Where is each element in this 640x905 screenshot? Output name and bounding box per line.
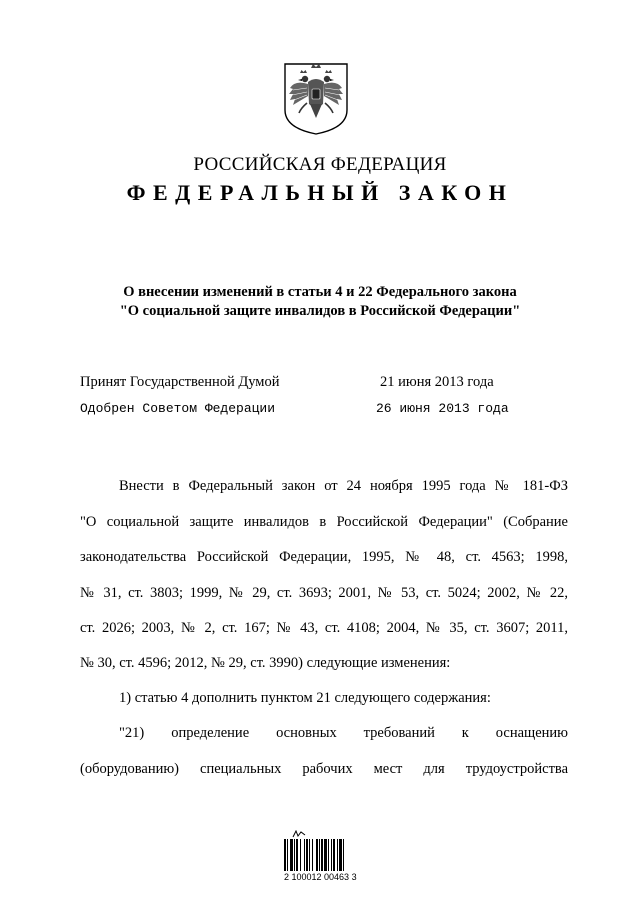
body-line: "О социальной защите инвалидов в Российской Федерации" (Собрание xyxy=(80,514,568,530)
country-name: РОССИЙСКАЯ ФЕДЕРАЦИЯ xyxy=(193,154,447,175)
body-line: 1) статью 4 дополнить пунктом 21 следующего содержания: xyxy=(119,690,491,706)
law-title-line: "О социальной защите инвалидов в Российской Федерации" xyxy=(119,303,521,319)
body-line: "21) определение основных требований к оснащению xyxy=(119,725,568,741)
barcode-icon xyxy=(284,839,370,871)
adoption-label: Принят Государственной Думой xyxy=(80,374,280,390)
adoption-date: 26 июня 2013 года xyxy=(376,401,509,416)
body-line: № 31, ст. 3803; 1999, № 29, ст. 3693; 2001, № 53, ст. 5024; 2002, № 22, xyxy=(80,585,568,601)
body-line: ст. 2026; 2003, № 2, ст. 167; № 43, ст. 4108; 2004, № 35, ст. 3607; 2011, xyxy=(80,620,568,636)
body-line: Внести в Федеральный закон от 24 ноября 1995 года № 181-ФЗ xyxy=(119,478,568,494)
law-title xyxy=(0,283,640,321)
body-line: № 30, ст. 4596; 2012, № 29, ст. 3990) следующие изменения: xyxy=(80,655,451,671)
body-line: (оборудованию) специальных рабочих мест для трудоустройства xyxy=(80,761,568,777)
signature-mark-icon xyxy=(292,830,306,838)
document-barcode xyxy=(284,830,370,884)
adoption-label: Одобрен Советом Федерации xyxy=(80,401,276,416)
body-line: законодательства Российской Федерации, 1995, № 48, ст. 4563; 1998, xyxy=(80,549,568,565)
document-type: ФЕДЕРАЛЬНЫЙ ЗАКОН xyxy=(126,180,514,205)
adoption-date: 21 июня 2013 года xyxy=(380,374,494,390)
coat-of-arms-icon xyxy=(281,58,351,136)
barcode-number: 2 100012 00463 3 xyxy=(284,872,357,882)
law-title-line: О внесении изменений в статьи 4 и 22 Федерального закона xyxy=(123,284,517,300)
